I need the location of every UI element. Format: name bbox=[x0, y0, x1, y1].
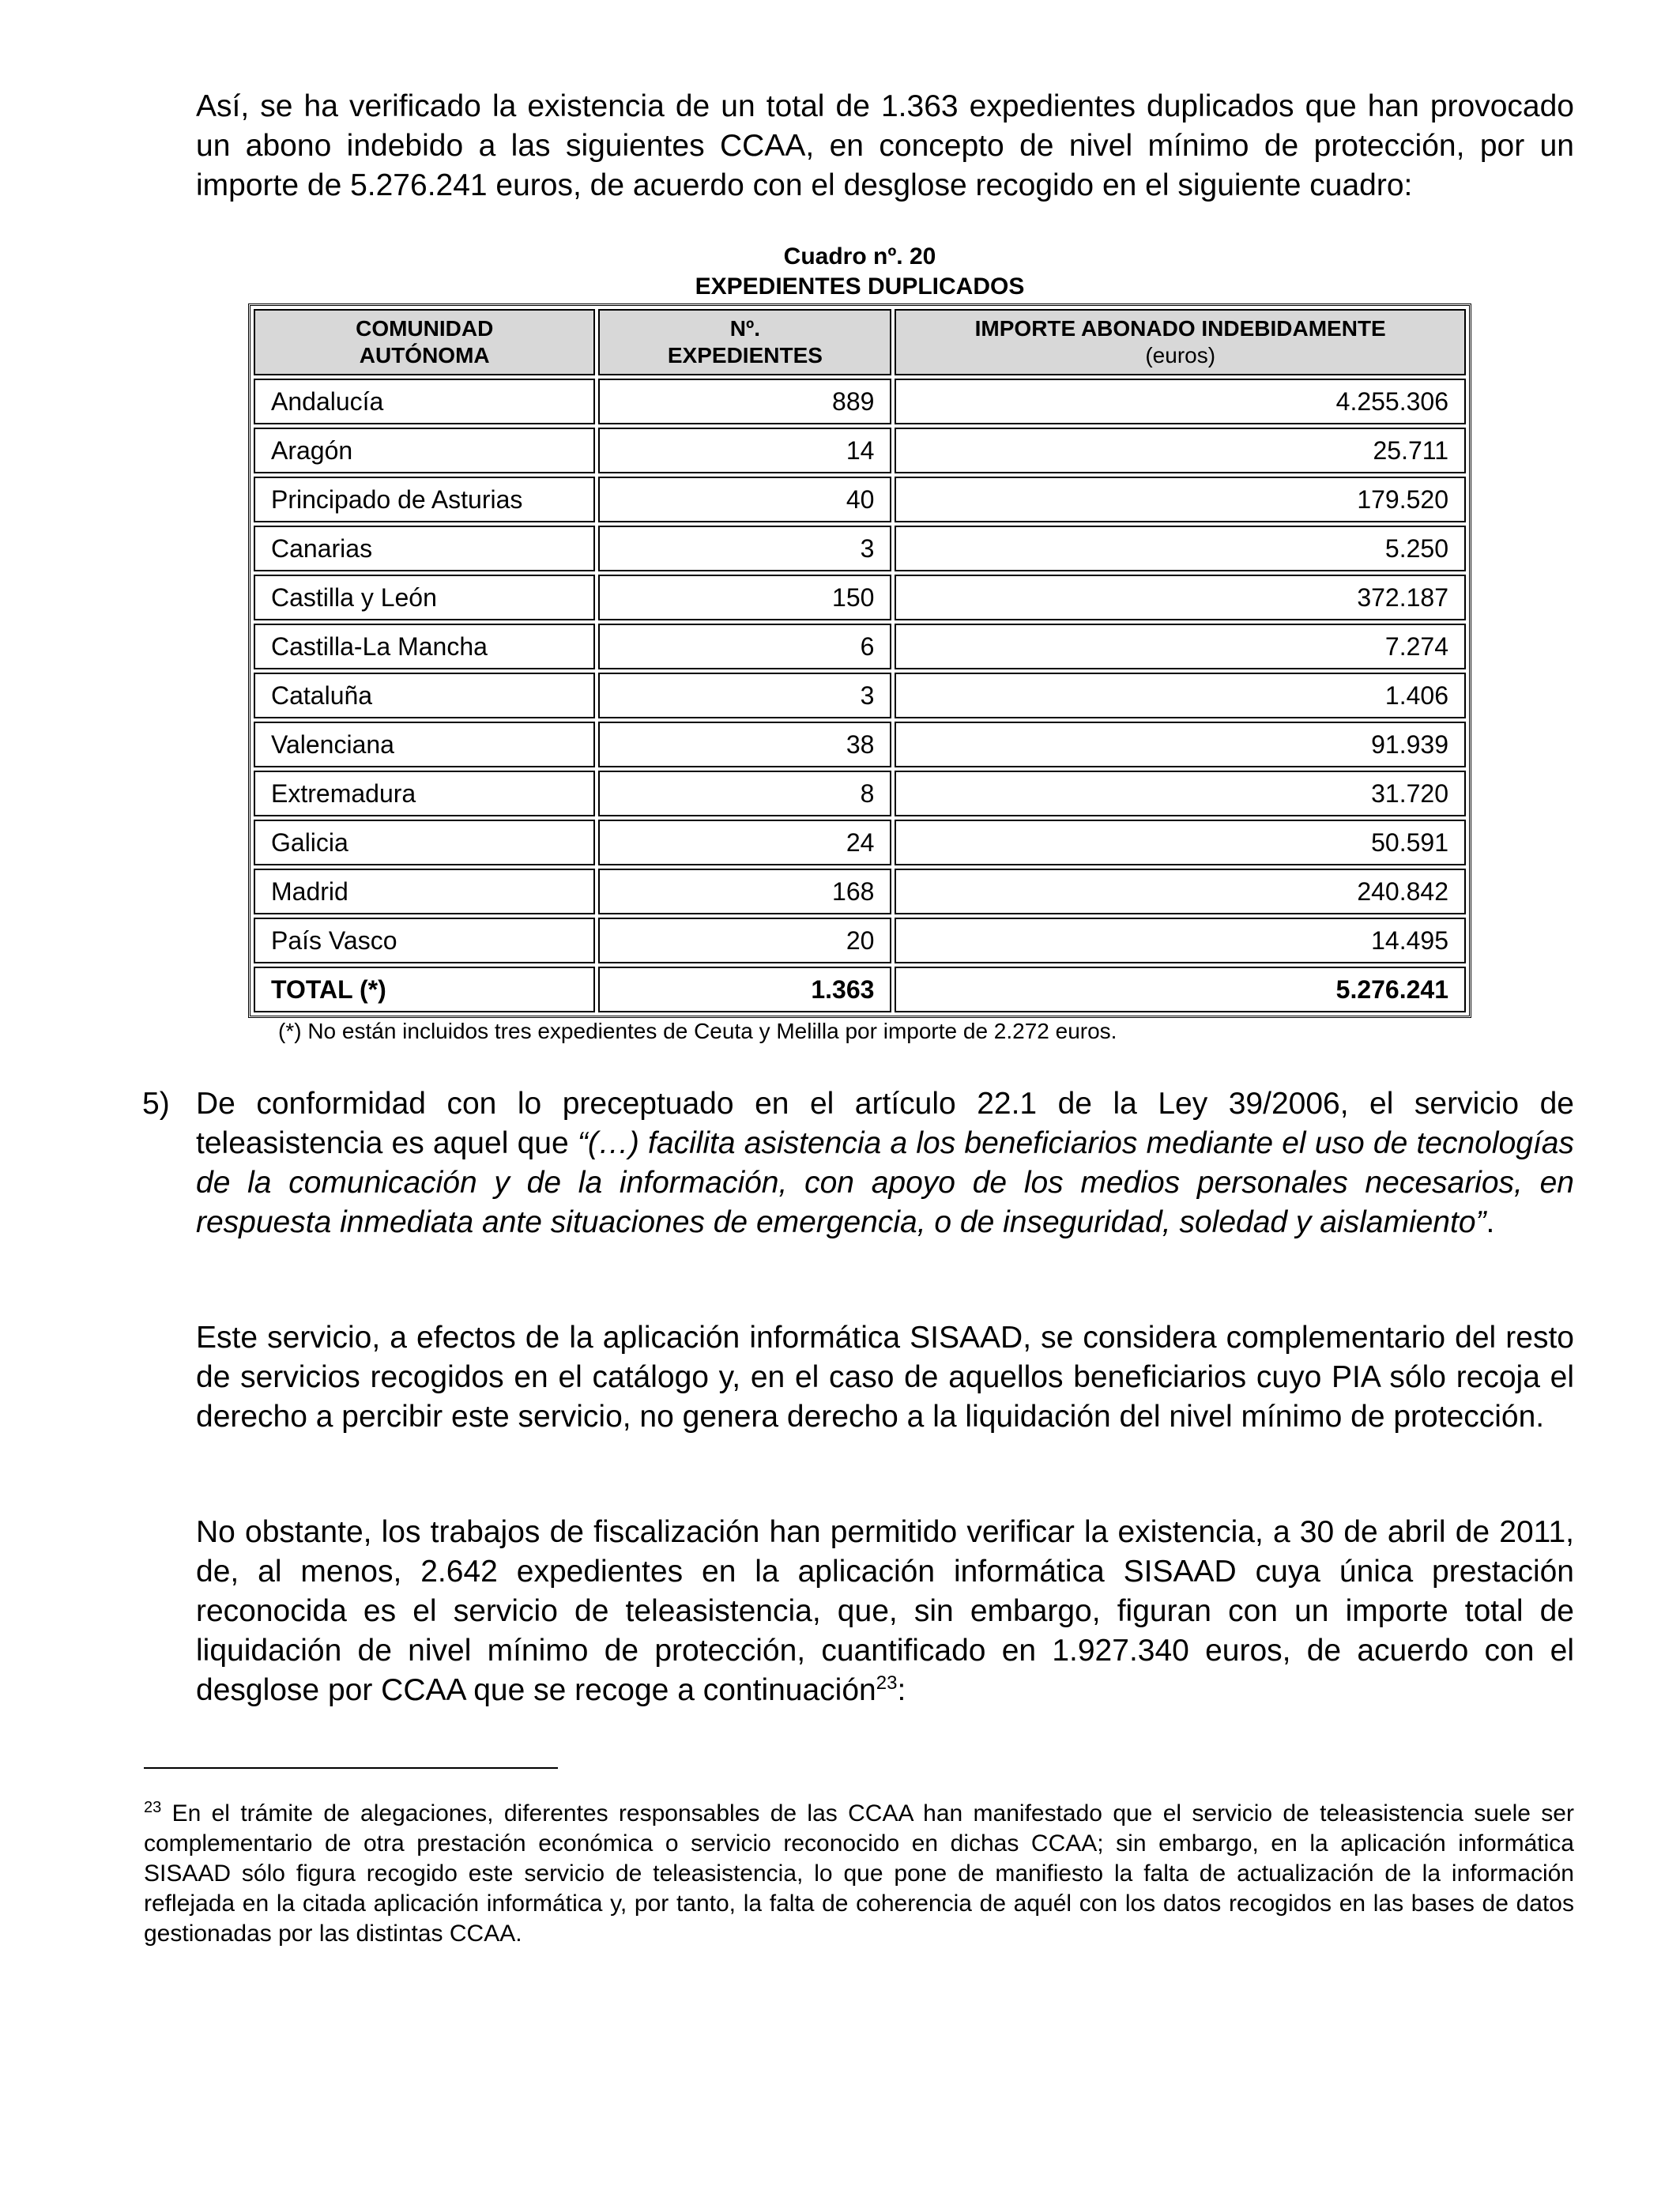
cell-importe: 7.274 bbox=[895, 624, 1466, 669]
cell-importe: 1.406 bbox=[895, 673, 1466, 718]
item5-quote: “(…) facilita asistencia a los beneficiarios mediante el uso de tecnologías de la comunicación y de la información, con apoyo de los medios personales necesarios, en respuesta inmediata ante situaciones de emergencia, o de inseguridad, soledad y aislamiento” bbox=[196, 1126, 1574, 1239]
table-total-row bbox=[254, 967, 1466, 1012]
header-importe-line1: IMPORTE ABONADO INDEBIDAMENTE bbox=[974, 316, 1386, 341]
table-row bbox=[254, 526, 1466, 571]
cell-region: Aragón bbox=[254, 428, 595, 473]
total-importe: 5.276.241 bbox=[895, 967, 1466, 1012]
cell-region: País Vasco bbox=[254, 918, 595, 963]
table-header-row bbox=[254, 309, 1466, 375]
cell-region: Valenciana bbox=[254, 722, 595, 767]
cell-expedientes: 24 bbox=[598, 820, 891, 865]
cell-expedientes: 40 bbox=[598, 477, 891, 522]
header-expedientes-line1: Nº. bbox=[729, 316, 761, 341]
cell-importe: 25.711 bbox=[895, 428, 1466, 473]
item5-text-end: . bbox=[1486, 1205, 1495, 1239]
no-obstante-paragraph bbox=[196, 1513, 1574, 1710]
item5-text: De conformidad con lo preceptuado en el artículo 22.1 de la Ley 39/2006, el servicio de teleasistencia es aquel que bbox=[196, 1087, 1574, 1160]
table-row bbox=[254, 477, 1466, 522]
intro-paragraph: Así, se ha verificado la existencia de un total de 1.363 expedientes duplicados que han provocado un abono indebido a las siguientes CCAA, en concepto de nivel mínimo de protección, por un importe de 5.276.241 euros, de acuerdo con el desglose recogido en el siguiente cuadro: bbox=[196, 89, 1574, 202]
table-row bbox=[254, 379, 1466, 424]
duplicados-table-frame bbox=[248, 303, 1471, 1018]
cell-region: Andalucía bbox=[254, 379, 595, 424]
cell-expedientes: 38 bbox=[598, 722, 891, 767]
header-expedientes bbox=[598, 309, 891, 375]
cell-region: Extremadura bbox=[254, 771, 595, 816]
cell-importe: 5.250 bbox=[895, 526, 1466, 571]
total-label: TOTAL (*) bbox=[254, 967, 595, 1012]
header-comunidad-line1: COMUNIDAD bbox=[356, 316, 494, 341]
cell-expedientes: 20 bbox=[598, 918, 891, 963]
header-importe-line2: (euros) bbox=[1145, 343, 1216, 368]
cell-expedientes: 3 bbox=[598, 526, 891, 571]
cell-region: Madrid bbox=[254, 869, 595, 914]
item5-paragraph bbox=[196, 1084, 1574, 1242]
cell-region: Canarias bbox=[254, 526, 595, 571]
cell-region: Galicia bbox=[254, 820, 595, 865]
footnote-text: En el trámite de alegaciones, diferentes responsables de las CCAA han manifestado que el servicio de teleasistencia suele ser complementario de otra prestación económica o servicio reconocido en dichas CCAA; sin embargo, en la aplicación informática SISAAD sólo figura recogido este servicio de teleasistencia, lo que pone de manifiesto la falta de actualización de la información reflejada en la citada aplicación informática y, por tanto, la falta de coherencia de aquél con los datos recogidos en las bases de datos gestionadas por las distintas CCAA. bbox=[144, 1800, 1574, 1947]
cell-region: Castilla y León bbox=[254, 575, 595, 620]
servicio-paragraph: Este servicio, a efectos de la aplicación informática SISAAD, se considera complementario del resto de servicios recogidos en el catálogo y, en el caso de aquellos beneficiarios cuyo PIA sólo recoja el derecho a percibir este servicio, no genera derecho a la liquidación del nivel mínimo de protección. bbox=[196, 1321, 1574, 1434]
table-row bbox=[254, 869, 1466, 914]
table-row bbox=[254, 624, 1466, 669]
cell-expedientes: 168 bbox=[598, 869, 891, 914]
cell-expedientes: 14 bbox=[598, 428, 891, 473]
header-importe bbox=[895, 309, 1466, 375]
cell-expedientes: 889 bbox=[598, 379, 891, 424]
table-caption-title: EXPEDIENTES DUPLICADOS bbox=[695, 273, 1025, 300]
cell-importe: 179.520 bbox=[895, 477, 1466, 522]
table-row bbox=[254, 673, 1466, 718]
cell-region: Castilla-La Mancha bbox=[254, 624, 595, 669]
no-obstante-text: No obstante, los trabajos de fiscalización han permitido verificar la existencia, a 30 de abril de 2011, de, al menos, 2.642 expedientes en la aplicación informática SISAAD cuya única prestación reconocida es el servicio de teleasistencia, que, sin embargo, figuran con un importe total de liquidación de nivel mínimo de protección, cuantificado en 1.927.340 euros, de acuerdo con el desglose por CCAA que se recoge a continuación bbox=[196, 1515, 1574, 1707]
cell-importe: 91.939 bbox=[895, 722, 1466, 767]
no-obstante-end: : bbox=[897, 1673, 906, 1707]
cell-importe: 14.495 bbox=[895, 918, 1466, 963]
cell-importe: 240.842 bbox=[895, 869, 1466, 914]
footnote bbox=[144, 1799, 1574, 1949]
cell-importe: 50.591 bbox=[895, 820, 1466, 865]
cell-expedientes: 8 bbox=[598, 771, 891, 816]
table-row bbox=[254, 820, 1466, 865]
table-caption-number: Cuadro nº. 20 bbox=[783, 243, 936, 270]
cell-importe: 4.255.306 bbox=[895, 379, 1466, 424]
cell-expedientes: 6 bbox=[598, 624, 891, 669]
table-row bbox=[254, 722, 1466, 767]
header-comunidad-line2: AUTÓNOMA bbox=[359, 343, 490, 368]
cell-importe: 372.187 bbox=[895, 575, 1466, 620]
footnote-marker: 23 bbox=[144, 1799, 162, 1816]
table-row bbox=[254, 918, 1466, 963]
header-expedientes-line2: EXPEDIENTES bbox=[667, 343, 823, 368]
cell-region: Cataluña bbox=[254, 673, 595, 718]
table-row bbox=[254, 771, 1466, 816]
table-row bbox=[254, 575, 1466, 620]
total-expedientes: 1.363 bbox=[598, 967, 891, 1012]
table-footnote: (*) No están incluidos tres expedientes de Ceuta y Melilla por importe de 2.272 euros. bbox=[278, 1019, 1117, 1043]
cell-expedientes: 150 bbox=[598, 575, 891, 620]
cell-importe: 31.720 bbox=[895, 771, 1466, 816]
cell-region: Principado de Asturias bbox=[254, 477, 595, 522]
header-comunidad bbox=[254, 309, 595, 375]
footnote-separator bbox=[144, 1767, 558, 1769]
cell-expedientes: 3 bbox=[598, 673, 891, 718]
footnote-reference[interactable]: 23 bbox=[876, 1672, 898, 1694]
item-number: 5) bbox=[142, 1087, 170, 1121]
table-row bbox=[254, 428, 1466, 473]
duplicados-table bbox=[250, 306, 1469, 1016]
